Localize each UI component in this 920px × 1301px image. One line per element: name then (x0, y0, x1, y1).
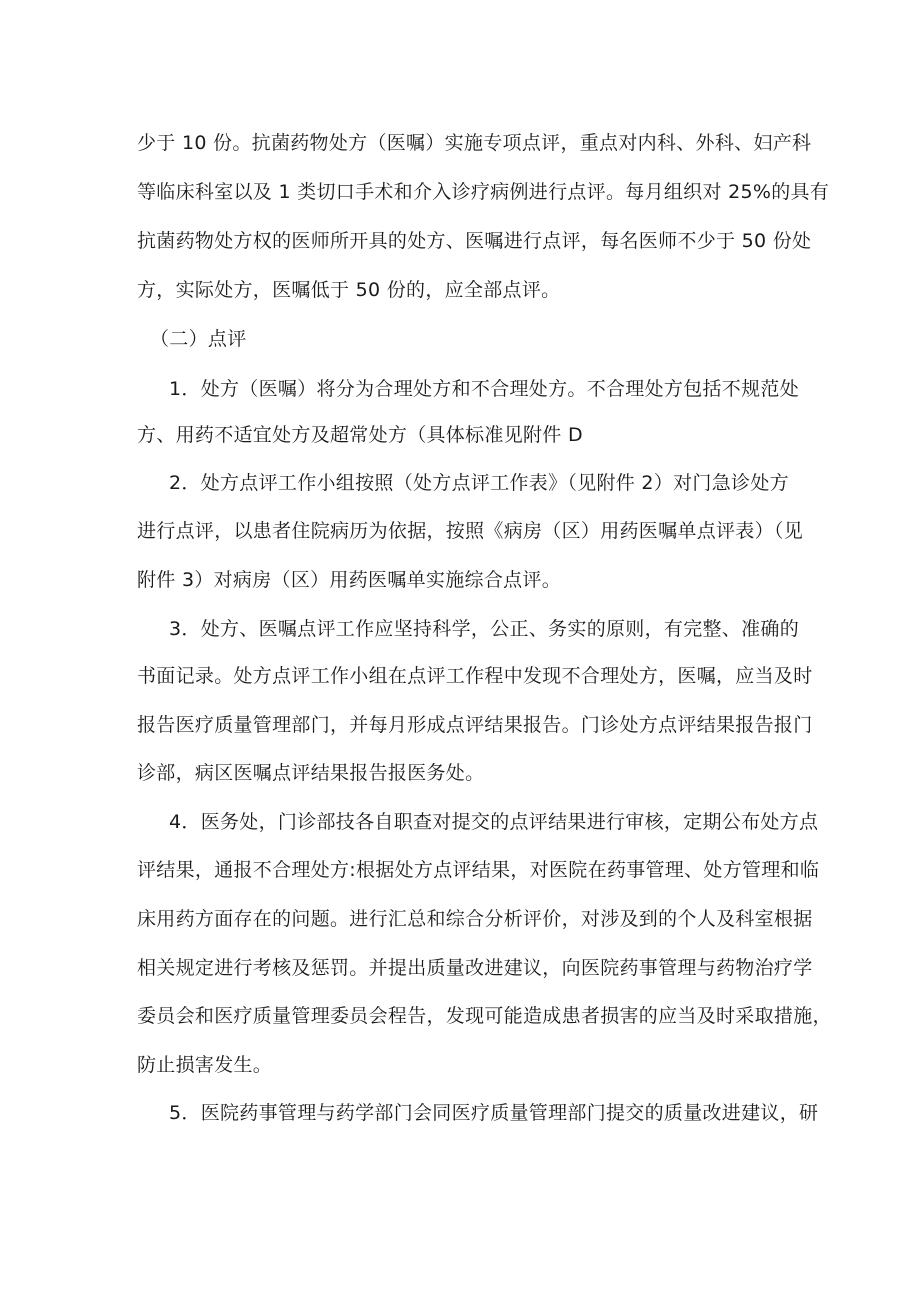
paragraph-line: 进行点评，以患者住院病历为依据，按照《病房（区）用药医嘱单点评表）（见 (137, 520, 804, 542)
paragraph-line: 3．处方、医嘱点评工作应坚持科学，公正、务实的原则，有完整、准确的 (169, 618, 799, 640)
paragraph-line: 抗菌药物处方权的医师所开具的处方、医嘱进行点评，每名医师不少于 50 份处 (137, 230, 812, 252)
paragraph-line: 相关规定进行考核及惩罚。并提出质量改进建议，向医院药事管理与药物治疗学 (137, 957, 813, 979)
paragraph-line: 方，实际处方，医嘱低于 50 份的，应全部点评。 (137, 279, 561, 301)
paragraph-line: 5．医院药事管理与药学部门会同医疗质量管理部门提交的质量改进建议，研 (169, 1102, 819, 1124)
paragraph-line: 1．处方（医嘱）将分为合理处方和不合理处方。不合理处方包括不规范处 (169, 378, 799, 400)
paragraph-line: 附件 3）对病房（区）用药医嘱单实施综合点评。 (137, 569, 562, 591)
paragraph-line: 诊部，病区医嘱点评结果报告报医务处。 (137, 762, 485, 784)
paragraph-line: 4．医务处，门诊部技各自职查对提交的点评结果进行审核，定期公布处方点 (169, 811, 819, 833)
paragraph-line: 委员会和医疗质量管理委员会程告，发现可能造成患者损害的应当及时采取措施， (137, 1005, 832, 1027)
paragraph-line: 防止损害发生。 (137, 1054, 273, 1076)
paragraph-line: 少于 10 份。抗菌药物处方（医嘱）实施专项点评，重点对内科、外科、妇产科 (137, 132, 812, 154)
paragraph-line: 等临床科室以及 1 类切口手术和介入诊疗病例进行点评。每月组织对 25%的具有 (137, 181, 830, 203)
paragraph-line: 2．处方点评工作小组按照（处方点评工作表》（见附件 2）对门急诊处方 (169, 472, 789, 494)
paragraph-line: 报告医疗质量管理部门，并每月形成点评结果报告。门诊处方点评结果报告报门 (137, 714, 813, 736)
paragraph-line: 方、用药不适宜处方及超常处方（具体标准见附件 D (137, 424, 583, 446)
paragraph-line: 书面记录。处方点评工作小组在点评工作程中发现不合理处方，医嘱，应当及时 (137, 665, 813, 687)
paragraph-line: 评结果，通报不合理处方:根据处方点评结果，对医院在药事管理、处方管理和临 (137, 859, 820, 881)
paragraph-line: 床用药方面存在的问题。进行汇总和综合分析评价，对涉及到的个人及科室根据 (137, 908, 813, 930)
section-heading: （二）点评 (150, 328, 247, 350)
